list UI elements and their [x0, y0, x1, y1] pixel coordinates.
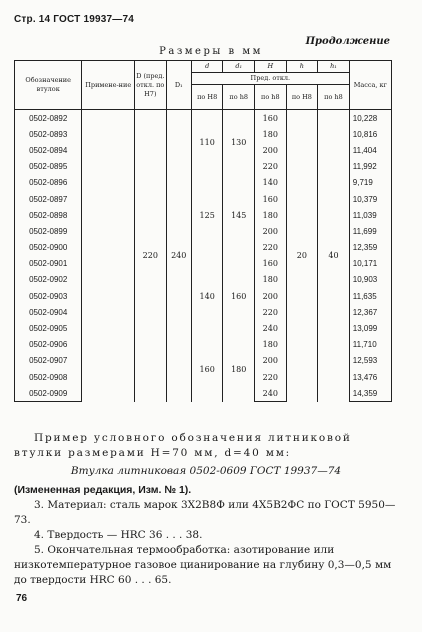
mass-cell: 13,099 — [349, 320, 391, 336]
mass-cell: 10,228 — [349, 110, 391, 127]
body-text — [14, 431, 398, 588]
H-cell: 160 — [255, 110, 287, 127]
h-cell: 20 — [286, 110, 318, 402]
mass-cell: 11,992 — [349, 159, 391, 175]
header-h: h — [286, 61, 318, 73]
H-cell: 180 — [255, 207, 287, 223]
designation-cell: 0502-0909 — [15, 385, 82, 402]
mass-cell: 12,367 — [349, 304, 391, 320]
header-d1: d₁ — [223, 61, 255, 73]
mass-cell: 9,719 — [349, 175, 391, 191]
H-cell: 140 — [255, 175, 287, 191]
mass-cell: 10,903 — [349, 272, 391, 288]
header-mass: Масса, кг — [349, 61, 391, 110]
header-tolerance: Пред. откл. — [191, 73, 349, 85]
header-tol-h1: по h8 — [318, 85, 350, 110]
designation-cell: 0502-0900 — [15, 240, 82, 256]
H-cell: 200 — [255, 142, 287, 158]
H-cell: 200 — [255, 353, 287, 369]
header-designation: Обозначение втулок — [15, 61, 82, 110]
designation-cell: 0502-0899 — [15, 223, 82, 239]
H-cell: 220 — [255, 240, 287, 256]
mass-cell: 12,359 — [349, 240, 391, 256]
d1-cell-group-2: 145 — [223, 175, 255, 256]
H-cell: 240 — [255, 385, 287, 402]
designation-cell: 0502-0906 — [15, 337, 82, 353]
header-D: D (пред. откл. по H7) — [135, 61, 167, 110]
mass-cell: 10,171 — [349, 256, 391, 272]
header-d: d — [191, 61, 223, 73]
designation-cell: 0502-0908 — [15, 369, 82, 385]
header-tol-d1: по h8 — [223, 85, 255, 110]
d-cell-group-3: 140 — [191, 256, 223, 337]
mass-cell: 11,404 — [349, 142, 391, 158]
d1-cell-group-4: 180 — [223, 337, 255, 402]
H-cell: 180 — [255, 337, 287, 353]
mass-cell: 11,699 — [349, 223, 391, 239]
d1-cell-group-1: 130 — [223, 110, 255, 175]
H-cell: 220 — [255, 304, 287, 320]
designation-cell: 0502-0895 — [15, 159, 82, 175]
header-application: Примене-ние — [82, 61, 135, 110]
mass-cell: 10,379 — [349, 191, 391, 207]
designation-cell: 0502-0907 — [15, 353, 82, 369]
D1-cell: 240 — [166, 110, 191, 402]
header-H: H — [255, 61, 287, 73]
mass-cell: 11,039 — [349, 207, 391, 223]
designation-cell: 0502-0892 — [15, 110, 82, 127]
designation-cell: 0502-0901 — [15, 256, 82, 272]
H-cell: 220 — [255, 369, 287, 385]
continuation-label: Продолжение — [305, 36, 390, 47]
designation-cell: 0502-0905 — [15, 320, 82, 336]
mass-cell: 14,359 — [349, 385, 391, 402]
designation-cell: 0502-0898 — [15, 207, 82, 223]
mass-cell: 11,635 — [349, 288, 391, 304]
d1-cell-group-3: 160 — [223, 256, 255, 337]
revision-note: (Измененная редакция, Изм. № 1). — [14, 484, 192, 496]
header-tol-H: по h8 — [255, 85, 287, 110]
page-number: 76 — [16, 593, 28, 604]
designation-cell: 0502-0896 — [15, 175, 82, 191]
header-h1: h₁ — [318, 61, 350, 73]
application-cell — [82, 110, 135, 402]
H-cell: 200 — [255, 223, 287, 239]
example-designation: Втулка литниковая 0502-0609 ГОСТ 19937—74 — [70, 465, 342, 477]
designation-cell: 0502-0894 — [15, 142, 82, 158]
item-heat-treatment: 5. Окончательная термообработка: азотирование или низкотемпературное газовое цианирование на глубину 0,3—0,5 мм до твердости HRC 60 . . . 65. — [14, 544, 392, 586]
designation-cell: 0502-0903 — [15, 288, 82, 304]
table-title: Размеры в мм — [159, 46, 263, 57]
d-cell-group-4: 160 — [191, 337, 223, 402]
mass-cell: 10,816 — [349, 126, 391, 142]
mass-cell: 11,710 — [349, 337, 391, 353]
item-material: 3. Материал: сталь марок 3Х2В8Ф или 4Х5В2ФС по ГОСТ 5950—73. — [14, 499, 396, 526]
designation-cell: 0502-0904 — [15, 304, 82, 320]
running-head: Стр. 14 ГОСТ 19937—74 — [14, 14, 134, 25]
H-cell: 180 — [255, 272, 287, 288]
dimensions-table — [14, 60, 392, 402]
designation-cell: 0502-0897 — [15, 191, 82, 207]
designation-cell: 0502-0893 — [15, 126, 82, 142]
D-cell: 220 — [135, 110, 167, 402]
header-D1: D₁ — [166, 61, 191, 110]
mass-cell: 12,593 — [349, 353, 391, 369]
mass-cell: 13,476 — [349, 369, 391, 385]
H-cell: 240 — [255, 320, 287, 336]
H-cell: 160 — [255, 256, 287, 272]
example-lead: Пример условного обозначения литниковой втулки размерами H=70 мм, d=40 мм: — [14, 432, 352, 459]
header-tol-h: по H8 — [286, 85, 318, 110]
H-cell: 200 — [255, 288, 287, 304]
H-cell: 180 — [255, 126, 287, 142]
d-cell-group-2: 125 — [191, 175, 223, 256]
H-cell: 220 — [255, 159, 287, 175]
designation-cell: 0502-0902 — [15, 272, 82, 288]
header-tol-d: по H8 — [191, 85, 223, 110]
h1-cell: 40 — [318, 110, 350, 402]
d-cell-group-1: 110 — [191, 110, 223, 175]
item-hardness: 4. Твердость — HRC 36 . . . 38. — [34, 529, 203, 541]
H-cell: 160 — [255, 191, 287, 207]
